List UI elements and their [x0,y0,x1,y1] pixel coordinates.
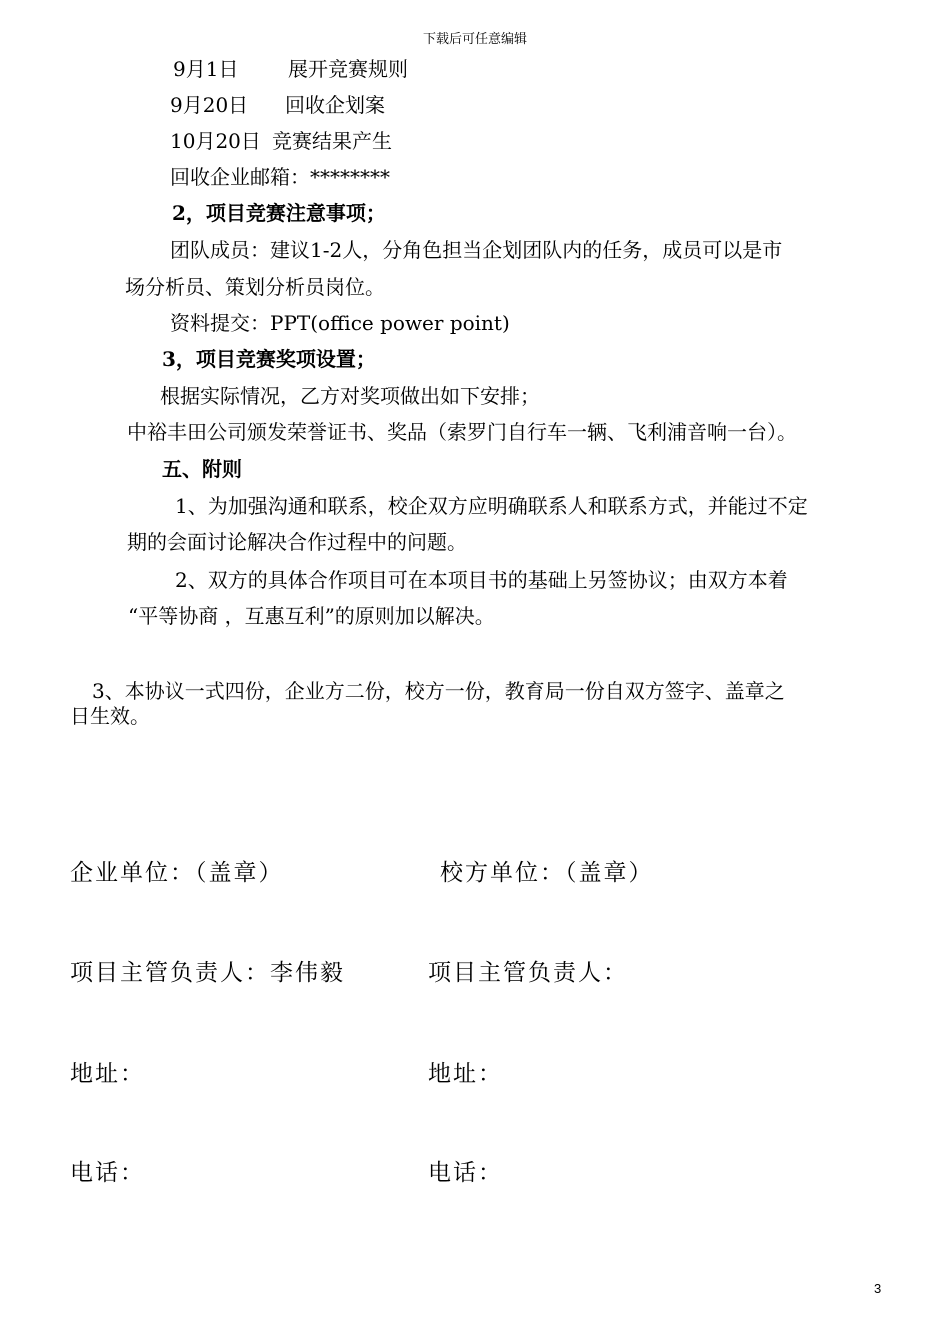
section5-item1-line2: 期的会面讨论解决合作过程中的问题。 [127,530,467,554]
enterprise-phone: 电话： [70,1160,145,1186]
section2-submit: 资料提交：PPT(office power point) [170,311,510,335]
section5-item2-line1: 2、双方的具体合作项目可在本项目书的基础上另签协议；由双方本着 [175,568,788,592]
section5-item3-line2: 日生效。 [70,704,150,728]
section2-team-line1: 团队成员：建议1-2人，分角色担当企划团队内的任务，成员可以是市 [170,238,783,262]
school-address: 地址： [428,1061,503,1087]
school-manager: 项目主管负责人： [428,960,628,986]
schedule-date-1: 9月1日 [173,57,239,81]
section3-line2: 中裕丰田公司颁发荣誉证书、奖品（索罗门自行车一辆、飞利浦音响一台）。 [127,420,797,444]
school-unit-seal: 校方单位：（盖章） [440,860,654,886]
schedule-event-1: 展开竞赛规则 [288,57,408,81]
schedule-date-3: 10月20日 [170,129,261,153]
mailbox-line: 回收企业邮箱：******** [170,165,390,189]
page-header: 下载后可任意编辑 [422,32,527,47]
section5-item3-line1: 3、本协议一式四份，企业方二份，校方一份，教育局一份自双方签字、盖章之 [92,679,785,703]
schedule-event-2: 回收企划案 [285,93,385,117]
section2-team-line2: 场分析员、策划分析员岗位。 [125,275,385,299]
section3-heading: 3，项目竞赛奖项设置； [162,347,376,371]
page-number: 3 [874,1281,882,1296]
section5-heading: 五、附则 [162,457,242,481]
schedule-event-3: 竞赛结果产生 [272,129,392,153]
section3-line1: 根据实际情况，乙方对奖项做出如下安排； [160,384,540,408]
section5-item2-line2: “平等协商 ，互惠互利”的原则加以解决。 [128,604,495,628]
section2-heading: 2，项目竞赛注意事项； [172,201,386,225]
school-phone: 电话： [428,1160,503,1186]
enterprise-address: 地址： [70,1061,145,1087]
schedule-date-2: 9月20日 [170,93,249,117]
enterprise-manager: 项目主管负责人：李伟毅 [70,960,345,986]
section5-item1-line1: 1、为加强沟通和联系，校企双方应明确联系人和联系方式，并能过不定 [175,494,808,518]
enterprise-unit-seal: 企业单位：（盖章） [70,860,284,886]
